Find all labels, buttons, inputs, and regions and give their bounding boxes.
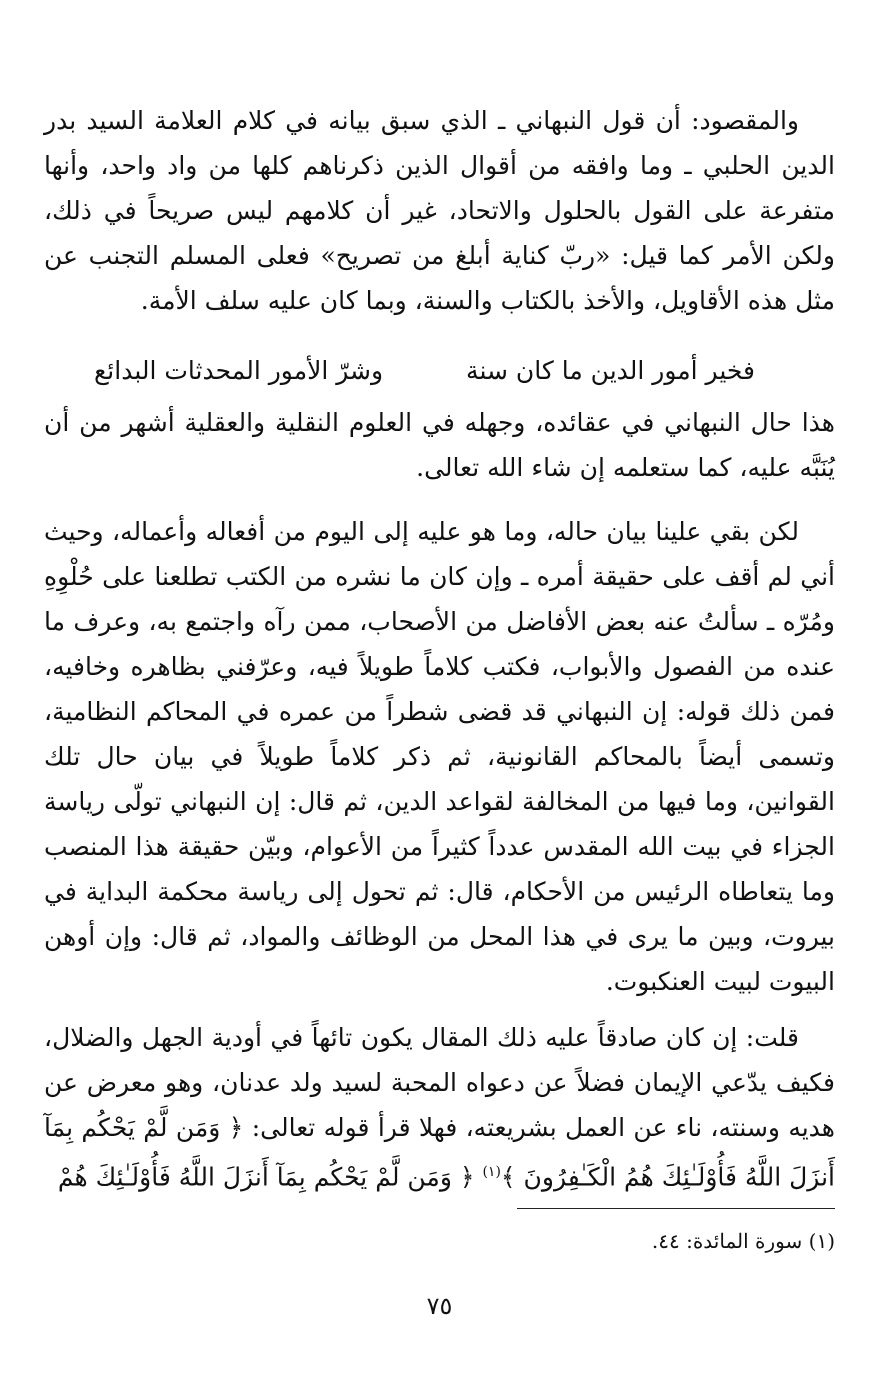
paragraph-response	[44, 1015, 835, 1199]
paragraph-biography: لكن بقي علينا بيان حاله، وما هو عليه إلى اليوم من أفعاله وأعماله، وحيث أني لم أقف على حقيقة أمره ـ وإن كان ما نشره من الكتب تطلعنا على حُلْوِهِ ومُرّه ـ سألتُ عنه بعض الأفاضل من الأصحاب، ممن رآه واجتمع به، وعرف ما عنده من الفصول والأبواب، فكتب كلاماً طويلاً فيه، وعرّفني بظاهره وخافيه، فمن ذلك قوله: إن النبهاني قد قضى شطراً من عمره في المحاكم النظامية، وتسمى أيضاً بالمحاكم القانونية، ثم ذكر كلاماً طويلاً في بيان حال تلك القوانين، وما فيها من المخالفة لقواعد الدين، ثم قال: إن النبهاني تولّى رياسة الجزاء في بيت الله المقدس عدداً كثيراً من الأعوام، وبيّن حقيقة هذا المنصب وما يتعاطاه الرئيس من الأحكام، قال: ثم تحول إلى رياسة محكمة البداية في بيروت، وبين ما يرى في هذا المحل من الوظائف والمواد، ثم قال: وإن أوهن البيوت لبيت العنكبوت.	[44, 517, 835, 996]
poetry-verse	[44, 348, 835, 393]
verse-first-hemistich: فخير أمور الدين ما كان سنة	[466, 356, 755, 385]
quran-verse-continued: ﴿ وَمَن لَّمْ يَحْكُم بِمَآ أَنزَلَ اللَّهُ فَأُوْلَـٰئِكَ هُمْ	[57, 1162, 475, 1192]
page-number: ٧٥	[426, 1292, 453, 1320]
footnote-divider	[517, 1208, 835, 1209]
verse-second-hemistich: وشرّ الأمور المحدثات البدائع	[94, 356, 384, 385]
paragraph-nabhani-state: هذا حال النبهاني في عقائده، وجهله في العلوم النقلية والعقلية أشهر من أن يُنَبَّه عليه، كما ستعلمه إن شاء الله تعالى.	[44, 408, 835, 482]
footnote: (١) سورة المائدة: ٤٤.	[651, 1229, 835, 1253]
footnote-reference: (١)	[482, 1164, 501, 1180]
response-text: قلت: إن كان صادقاً عليه ذلك المقال يكون تائهاً في أودية الجهل والضلال، فكيف يدّعي الإيمان فضلاً عن دعواه المحبة لسيد ولد عدنان، وهو معرض عن هديه وسنته، ناء عن العمل بشريعته، فهلا قرأ قوله تعالى:	[44, 1023, 835, 1142]
quran-verse: ﴿ وَمَن لَّمْ يَحْكُم بِمَآ أَنزَلَ اللَّهُ فَأُوْلَـٰئِكَ هُمُ الْكَـٰفِرُونَ ﴾	[44, 1113, 835, 1192]
paragraph-intro: والمقصود: أن قول النبهاني ـ الذي سبق بيانه في كلام العلامة السيد بدر الدين الحلبي ـ وما وافقه من أقوال الذين ذكرناهم كلها من واد واحد، وأنها متفرعة على القول بالحلول والاتحاد، غير أن كلامهم ليس صريحاً في ذلك، ولكن الأمر كما قيل: «ربّ كناية أبلغ من تصريح» فعلى المسلم التجنب عن مثل هذه الأقاويل، والأخذ بالكتاب والسنة، وبما كان عليه سلف الأمة.	[44, 106, 835, 315]
